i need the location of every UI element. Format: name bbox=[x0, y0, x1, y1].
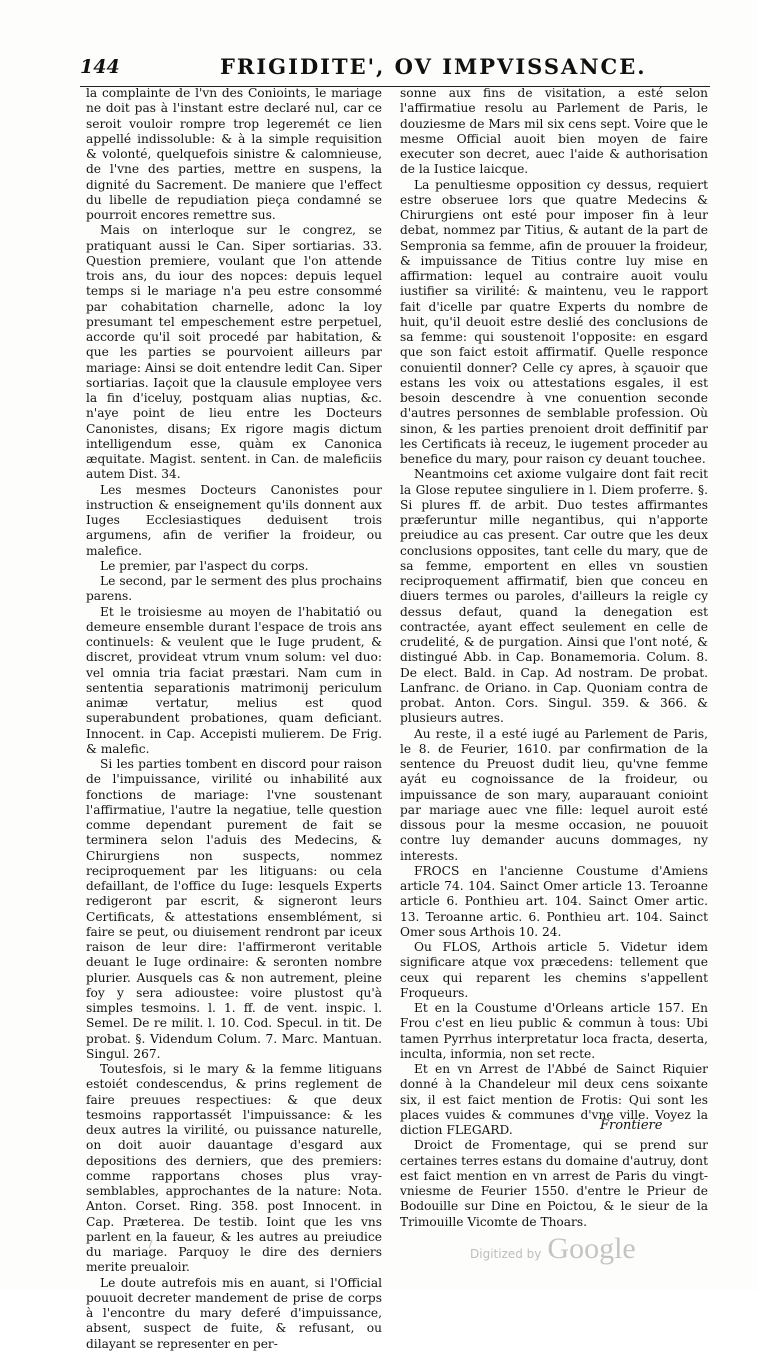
paragraph: Toutesfois, si le mary & la femme litiguans estoiét condescendus, & prins reglement de faire preuues respectiues: & que deux tesmoins rapportassét l'impuissance: & les deux autres la virilité, ou puissance naturelle, on doit auoir dauantage d'esgard aux depositions des derniers, que des premiers: comme rapportans choses plus vray-semblables, approchantes de la nature: Nota. Anton. Corset. Ring. 358. post Innocent. in Cap. Præterea. De testib. Ioint que les vns parlent en la faueur, & les autres au preiudice du mariage. Parquoy le dire des derniers merite preualoir. bbox=[86, 1062, 382, 1275]
digitized-watermark bbox=[470, 1232, 636, 1266]
paragraph: Le premier, par l'aspect du corps. bbox=[100, 558, 309, 573]
paragraph: Au reste, il a esté iugé au Parlement de Paris, le 8. de Feurier, 1610. par confirmation de la sentence du Preuost dudit lieu, qu'vne femme ayát eu cognoissance de la froideur, ou impuissance de son mary, auparauant conioint par mariage auec vne fille: lequel auroit esté dissous pour la mesme occasion, ne pouuoit contre luy demander aucuns dommages, ny interests. bbox=[400, 726, 708, 863]
paragraph: Mais on interloque sur le congrez, se pratiquant aussi le Can. Siper sortiarias. 33. Question premiere, voulant que l'on attende trois ans, du iour des nopces: depuis lequel temps si le mariage n'a peu estre consommé par cohabitation charnelle, adonc la loy presumant tel empeschement estre perpetuel, accorde qu'il soit procedé par habitation, & que les parties se pourvoient ailleurs par mariage: Ainsi se doit entendre ledit Can. Siper sortiarias. Iaçoit que la clausule employee vers la fin d'iceluy, postquam alias nuptias, &c. n'aye point de lieu entre les Docteurs Canonistes, disans; Ex rigore magis dictum intelligendum esse, quàm ex Canonica æquitate. Magist. sentent. in Can. de maleficiis autem Dist. 34. bbox=[86, 223, 382, 482]
paragraph: Et le troisiesme au moyen de l'habitatió ou demeure ensemble durant l'espace de trois ans continuels: & veulent que le Iuge prudent, & discret, provideat vtrum vnum solum: vel duo: vel omnia tria faciat præstari. Nam cum in sententia separationis matrimonij periculum animæ vertatur, melius est quod superabundent probationes, quam deficiant. Innocent. in Cap. Accepisti mulierem. De Frig. & malefic. bbox=[86, 604, 382, 756]
paragraph: Ou FLOS, Arthois article 5. Videtur idem significare atque vox præcedens: tellement que ceux qui reparent les chemins s'appellent Froqueurs. bbox=[400, 940, 708, 1000]
paragraph: Si les parties tombent en discord pour raison de l'impuissance, virilité ou inhabilité aux fonctions de mariage: l'vne soustenant l'affirmatiue, l'autre la negatiue, telle question comme dependant purement de fait se terminera selon l'aduis des Medecins, & Chirurgiens non suspects, nommez reciproquement par les litiguans: ou cela defaillant, de l'office du Iuge: lesquels Experts redigeront par escrit, & signeront leurs Certificats, & attestations ensemblément, si faire se peut, ou diuisement rendront par iceux raison de leur dire: l'affirmeront veritable deuant le Iuge ordinaire: & seronten nombre plurier. Ausquels cas & non autrement, pleine foy y sera adioustee: voire plustost qu'à simples tesmoins. l. 1. ff. de vent. inspic. l. Semel. De re milit. l. 10. Cod. Specul. in tit. De probat. §. Videndum Colum. 7. Marc. Mantuan. Singul. 267. bbox=[86, 757, 382, 1061]
running-title: FRIGIDITE', OV IMPVISSANCE. bbox=[220, 54, 647, 79]
page-header bbox=[80, 50, 710, 80]
catchword: Frontiere bbox=[600, 1118, 663, 1133]
paragraph: Le second, par le serment des plus prochains parens. bbox=[86, 574, 382, 604]
google-logo: Google bbox=[547, 1232, 636, 1265]
paragraph: Les mesmes Docteurs Canonistes pour instruction & enseignement qu'ils donnent aux Iuges Ecclesiastiques deduisent trois argumens, afin de verifier la froideur, ou malefice. bbox=[86, 482, 382, 558]
paragraph: la complainte de l'vn des Conioints, le mariage ne doit pas à l'instant estre declaré nul, car ce seroit vouloir rompre trop legeremét ce lien appellé indissoluble: & à la simple requisition & volonté, quelquefois sinistre & calomnieuse, de l'vne des parties, mettre en suspens, la dignité du Sacrement. De maniere que l'effect du libelle de repudiation pieça condamné se pourroit encores remettre sus. bbox=[86, 86, 382, 222]
paragraph: La penultiesme opposition cy dessus, requiert estre obseruee lors que quatre Medecins & Chirurgiens ont esté pour imposer fin à leur debat, nommez par Titius, & autant de la part de Sempronia sa femme, afin de prouuer la froideur, & impuissance de Titius contre luy mise en affirmation: lequel au contraire auoit voulu iustifier sa virilité: & maintenu, veu le rapport fait d'icelle par quatre Experts du nombre de huit, qu'il deuoit estre deslié des conclusions de sa femme: qui soustenoit l'opposite: en esgard que son faict estoit affirmatif. Quelle responce conuientil donner? Celle cy apres, à sçauoir que estans les voix ou attestations esgales, il est besoin descendre à vne conuention seconde d'autres personnes de semblable profession. Où sinon, & les parties prenoient droit deffinitif par les Certificats ià receuz, le iugement proceder au benefice du mary, pour raison cy deuant touchee. bbox=[400, 177, 708, 466]
paragraph: sonne aux fins de visitation, a esté selon l'affirmatiue resolu au Parlement de Paris, le douziesme de Mars mil six cens sept. Voire que le mesme Official auoit bien moyen de faire executer son decret, auec l'aide & authorisation de la Iustice laicque. bbox=[400, 86, 708, 177]
paragraph: Et en vn Arrest de l'Abbé de Sainct Riquier donné à la Chandeleur mil deux cens soixante six, il est faict mention de Frotis: Qui sont les places vuides & communes d'vne ville. Voyez la diction FLEGARD. bbox=[400, 1062, 708, 1137]
paragraph: Droict de Fromentage, qui se prend sur certaines terres estans du domaine d'autruy, dont est faict mention en vn arrest de Paris du vingt-vniesme de Feurier 1550. d'entre le Prieur de Bodouille sur Dine en Poictou, & le sieur de la Trimouille Vicomte de Thoars. bbox=[400, 1138, 708, 1229]
paragraph: Le doute autrefois mis en auant, si l'Official pouuoit decreter mandement de prise de corps à l'encontre du mary deferé d'impuissance, absent, suspect de fuite, & refusant, ou dilayant se representer en per- bbox=[86, 1275, 382, 1351]
paragraph: Et en la Coustume d'Orleans article 157. En Frou c'est en lieu public & commun à tous: Ubi tamen Pyrrhus interpretatur loca fracta, deserta, inculta, informia, non set recte. bbox=[400, 1001, 708, 1061]
page-number: 144 bbox=[80, 56, 120, 78]
paragraph: Neantmoins cet axiome vulgaire dont fait recit la Glose reputee singuliere in l. Diem proferre. §. Si plures ff. de arbit. Duo testes affirmantes præferuntur mille negantibus, qui n'apporte preiudice au cas present. Car outre que les deux conclusions opposites, tant celle du mary, que de sa femme, emportent en elles vn soustien reciproquement affirmatif, bien que conceu en diuers termes ou paroles, d'ailleurs la reigle cy dessus defaut, quand la denegation est contractée, ayant effect seulement en celle de crudelité, & de purgation. Ainsi que l'ont noté, & distingué Abb. in Cap. Bonamemoria. Colum. 8. De elect. Bald. in Cap. Ad nostram. De probat. Lanfranc. de Oriano. in Cap. Quoniam contra de probat. Anton. Cors. Singul. 359. & 366. & plusieurs autres. bbox=[400, 467, 708, 726]
watermark-prefix: Digitized by bbox=[470, 1247, 542, 1261]
paragraph: FROCS en l'ancienne Coustume d'Amiens article 74. 104. Sainct Omer article 13. Teroanne article 6. Ponthieu art. 104. Sainct Omer artic. 13. Teroanne artic. 6. Ponthieu art. 104. Sainct Omer sous Arthois 10. 24. bbox=[400, 863, 708, 939]
left-column bbox=[86, 86, 382, 1351]
